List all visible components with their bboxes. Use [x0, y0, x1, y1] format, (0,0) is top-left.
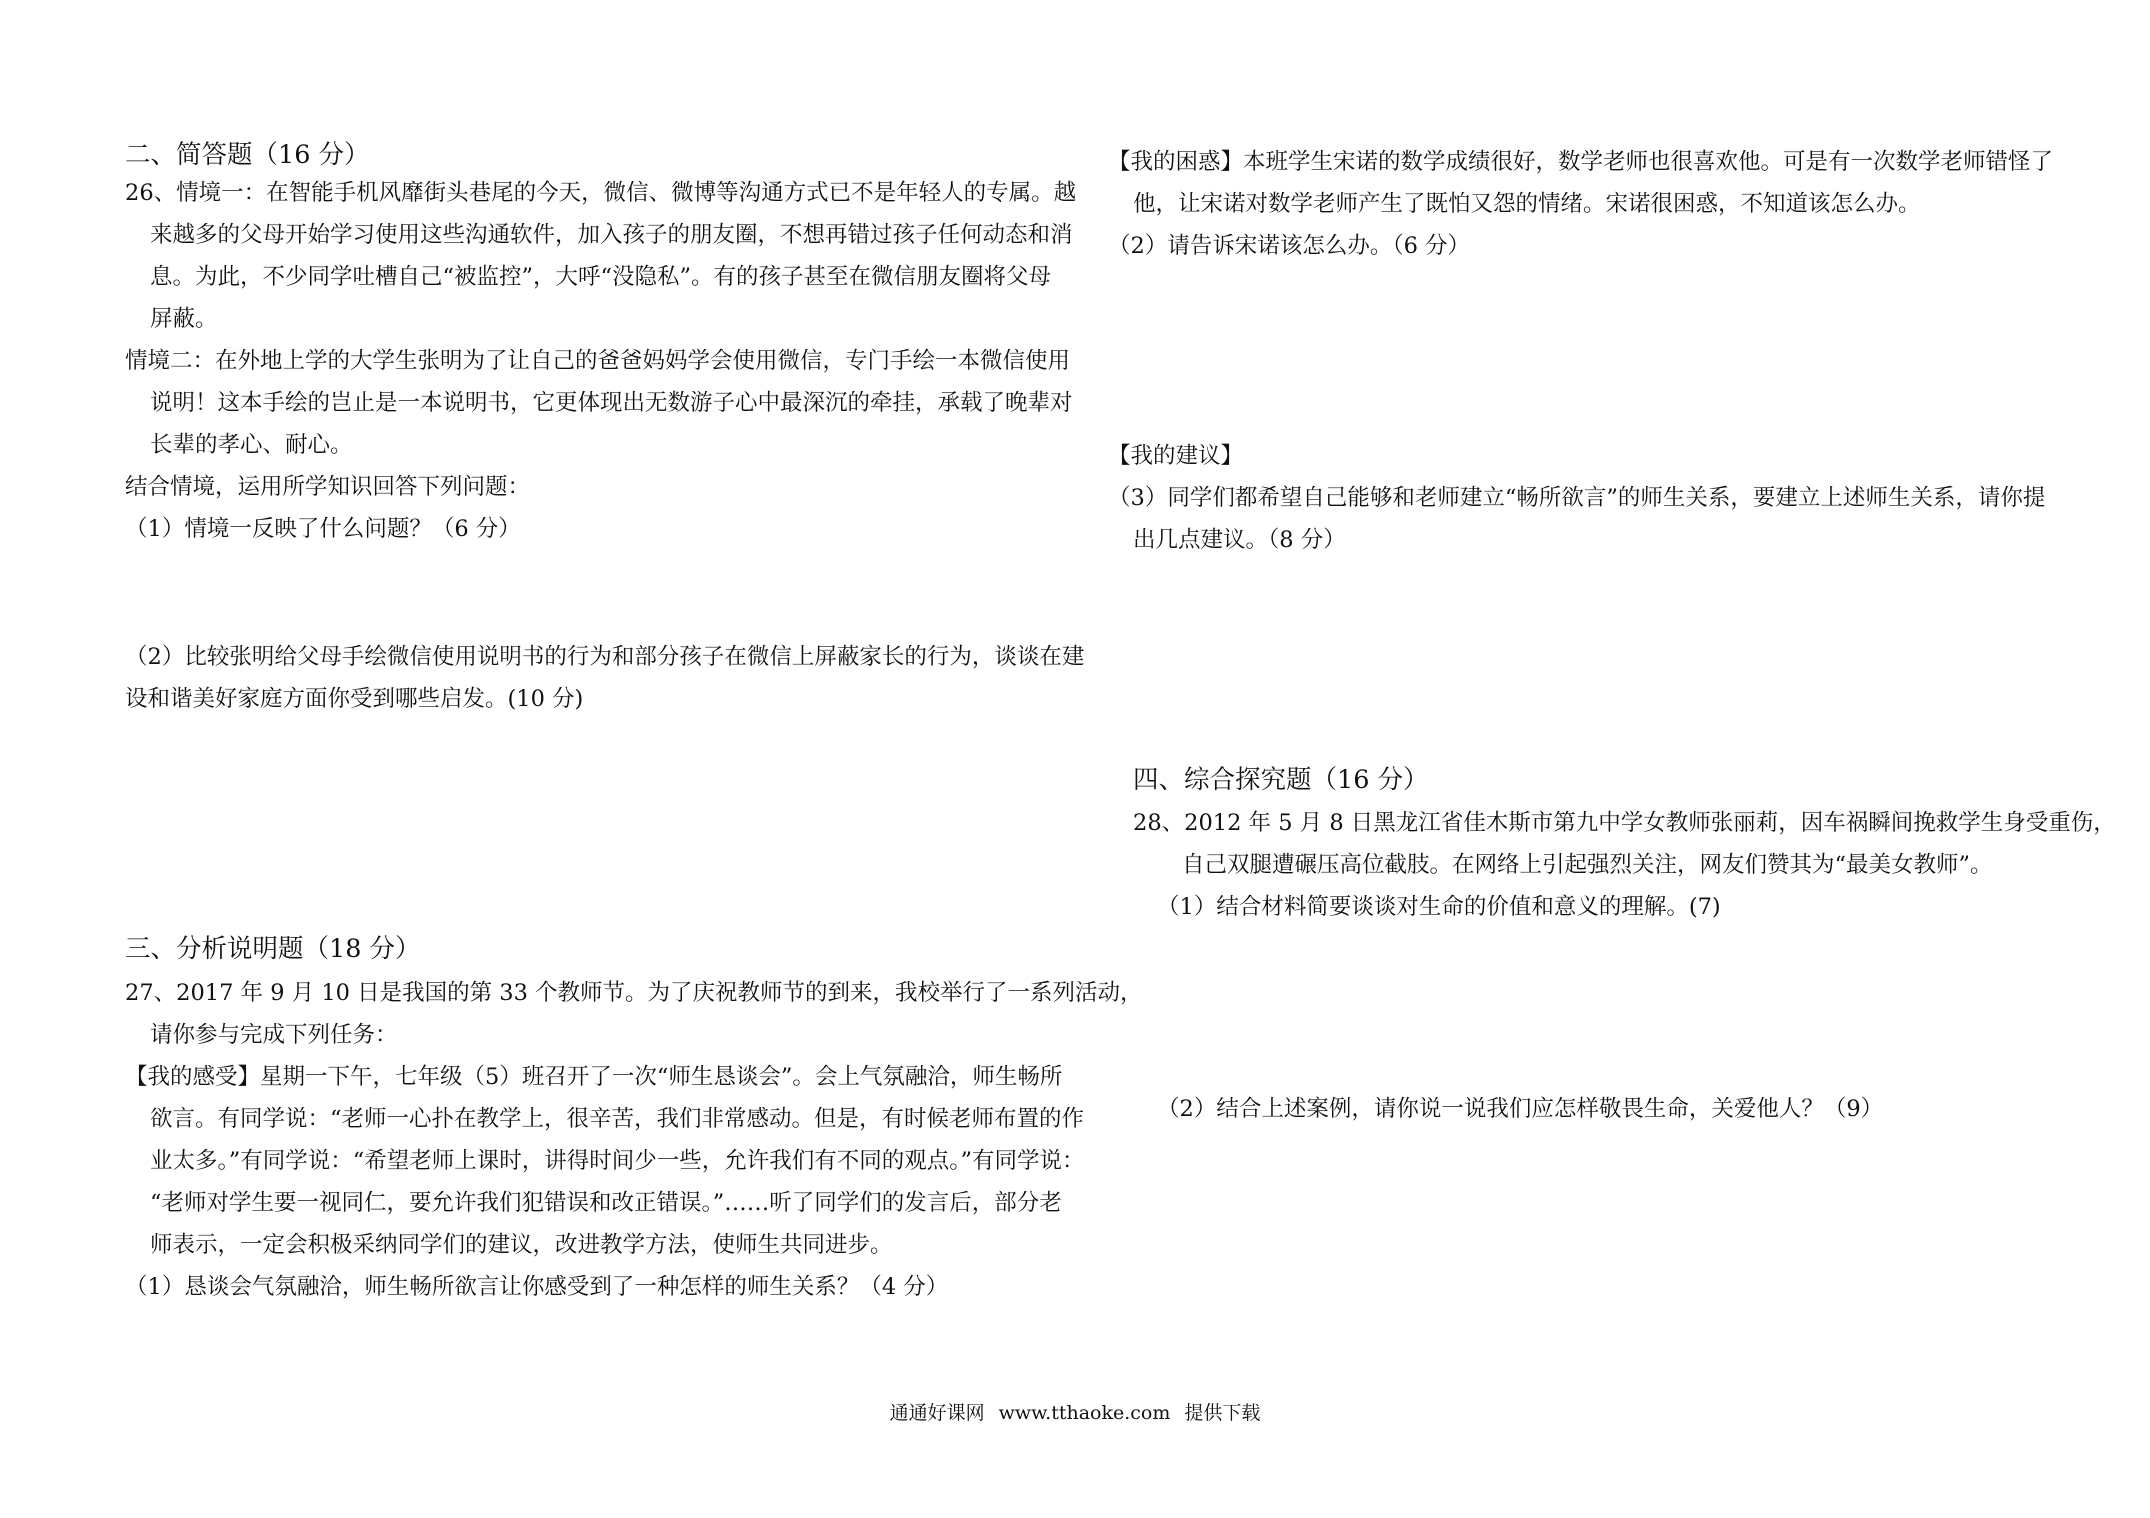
feeling-line-5: 师表示，一定会积极采纳同学们的建议，改进教学方法，使师生共同进步。 [150, 1232, 893, 1258]
confusion-line-2: 他，让宋诺对数学老师产生了既怕又怨的情绪。宋诺很困惑，不知道该怎么办。 [1133, 191, 1921, 217]
q26-instruction: 结合情境，运用所学知识回答下列问题： [125, 474, 531, 500]
section-2-heading: 二、简答题（16 分） [125, 140, 370, 170]
confusion-line-1: 【我的困惑】本班学生宋诺的数学成绩很好，数学老师也很喜欢他。可是有一次数学老师错怪了 [1108, 149, 2054, 175]
q27-sub-3-line-1: （3）同学们都希望自己能够和老师建立“畅所欲言”的师生关系，要建立上述师生关系，请你提 [1108, 485, 2046, 511]
scene2-line-1: 情境二：在外地上学的大学生张明为了让自己的爸爸妈妈学会使用微信，专门手绘一本微信使用 [125, 348, 1071, 374]
scene2-line-2: 说明！这本手绘的岂止是一本说明书，它更体现出无数游子心中最深沉的牵挂，承载了晚辈对 [150, 390, 1073, 416]
q28-line-1: 28、2012 年 5 月 8 日黑龙江省佳木斯市第九中学女教师张丽莉，因车祸瞬间挽救学生身受重伤， [1133, 810, 2116, 836]
feeling-line-3: 业太多。”有同学说：“希望老师上课时，讲得时间少一些，允许我们有不同的观点。”有同学说： [150, 1148, 1085, 1174]
q26-line-2: 来越多的父母开始学习使用这些沟通软件，加入孩子的朋友圈，不想再错过孩子任何动态和消 [150, 222, 1073, 248]
q28-sub-2: （2）结合上述案例，请你说一说我们应怎样敬畏生命，关爱他人？（9） [1157, 1096, 1884, 1122]
footer-site-name: 通通好课网 [889, 1402, 985, 1424]
q28-line-2: 自己双腿遭碾压高位截肢。在网络上引起强烈关注，网友们赞其为“最美女教师”。 [1182, 852, 1993, 878]
suggestion-title: 【我的建议】 [1108, 443, 1244, 469]
q27-line-2: 请你参与完成下列任务： [150, 1022, 398, 1048]
feeling-line-4: “老师对学生要一视同仁，要允许我们犯错误和改正错误。”……听了同学们的发言后，部分老 [150, 1190, 1062, 1216]
q27-sub-1: （1）恳谈会气氛融洽，师生畅所欲言让你感受到了一种怎样的师生关系？（4 分） [125, 1274, 949, 1300]
feeling-line-1: 【我的感受】星期一下午，七年级（5）班召开了一次“师生恳谈会”。会上气氛融洽，师生畅所 [125, 1064, 1063, 1090]
q27-line-1: 27、2017 年 9 月 10 日是我国的第 33 个教师节。为了庆祝教师节的到来，我校举行了一系列活动， [125, 980, 1143, 1006]
q26-line-3: 息。为此，不少同学吐槽自己“被监控”，大呼“没隐私”。有的孩子甚至在微信朋友圈将父母 [150, 264, 1052, 290]
section-4-heading: 四、综合探究题（16 分） [1133, 765, 1429, 795]
q26-sub-2-line-2: 设和谐美好家庭方面你受到哪些启发。(10 分) [125, 686, 584, 712]
q27-sub-2: （2）请告诉宋诺该怎么办。（6 分） [1108, 233, 1471, 259]
q28-sub-1: （1）结合材料简要谈谈对生命的价值和意义的理解。(7) [1157, 894, 1721, 920]
feeling-line-2: 欲言。有同学说：“老师一心扑在教学上，很辛苦，我们非常感动。但是，有时候老师布置的作 [150, 1106, 1085, 1132]
q26-sub-1: （1）情境一反映了什么问题？（6 分） [125, 516, 521, 542]
footer-note: 提供下载 [1184, 1402, 1261, 1424]
q26-line-4: 屏蔽。 [150, 306, 218, 332]
q26-line-1: 26、情境一：在智能手机风靡街头巷尾的今天，微信、微博等沟通方式已不是年轻人的专属。越 [125, 180, 1077, 206]
page-footer [0, 1398, 2150, 1425]
section-3-heading: 三、分析说明题（18 分） [125, 934, 421, 964]
q27-sub-3-line-2: 出几点建议。（8 分） [1133, 527, 1346, 553]
q26-sub-2-line-1: （2）比较张明给父母手绘微信使用说明书的行为和部分孩子在微信上屏蔽家长的行为，谈谈在建 [125, 644, 1085, 670]
scene2-line-3: 长辈的孝心、耐心。 [150, 432, 353, 458]
footer-url[interactable]: www.tthaoke.com [998, 1402, 1171, 1424]
